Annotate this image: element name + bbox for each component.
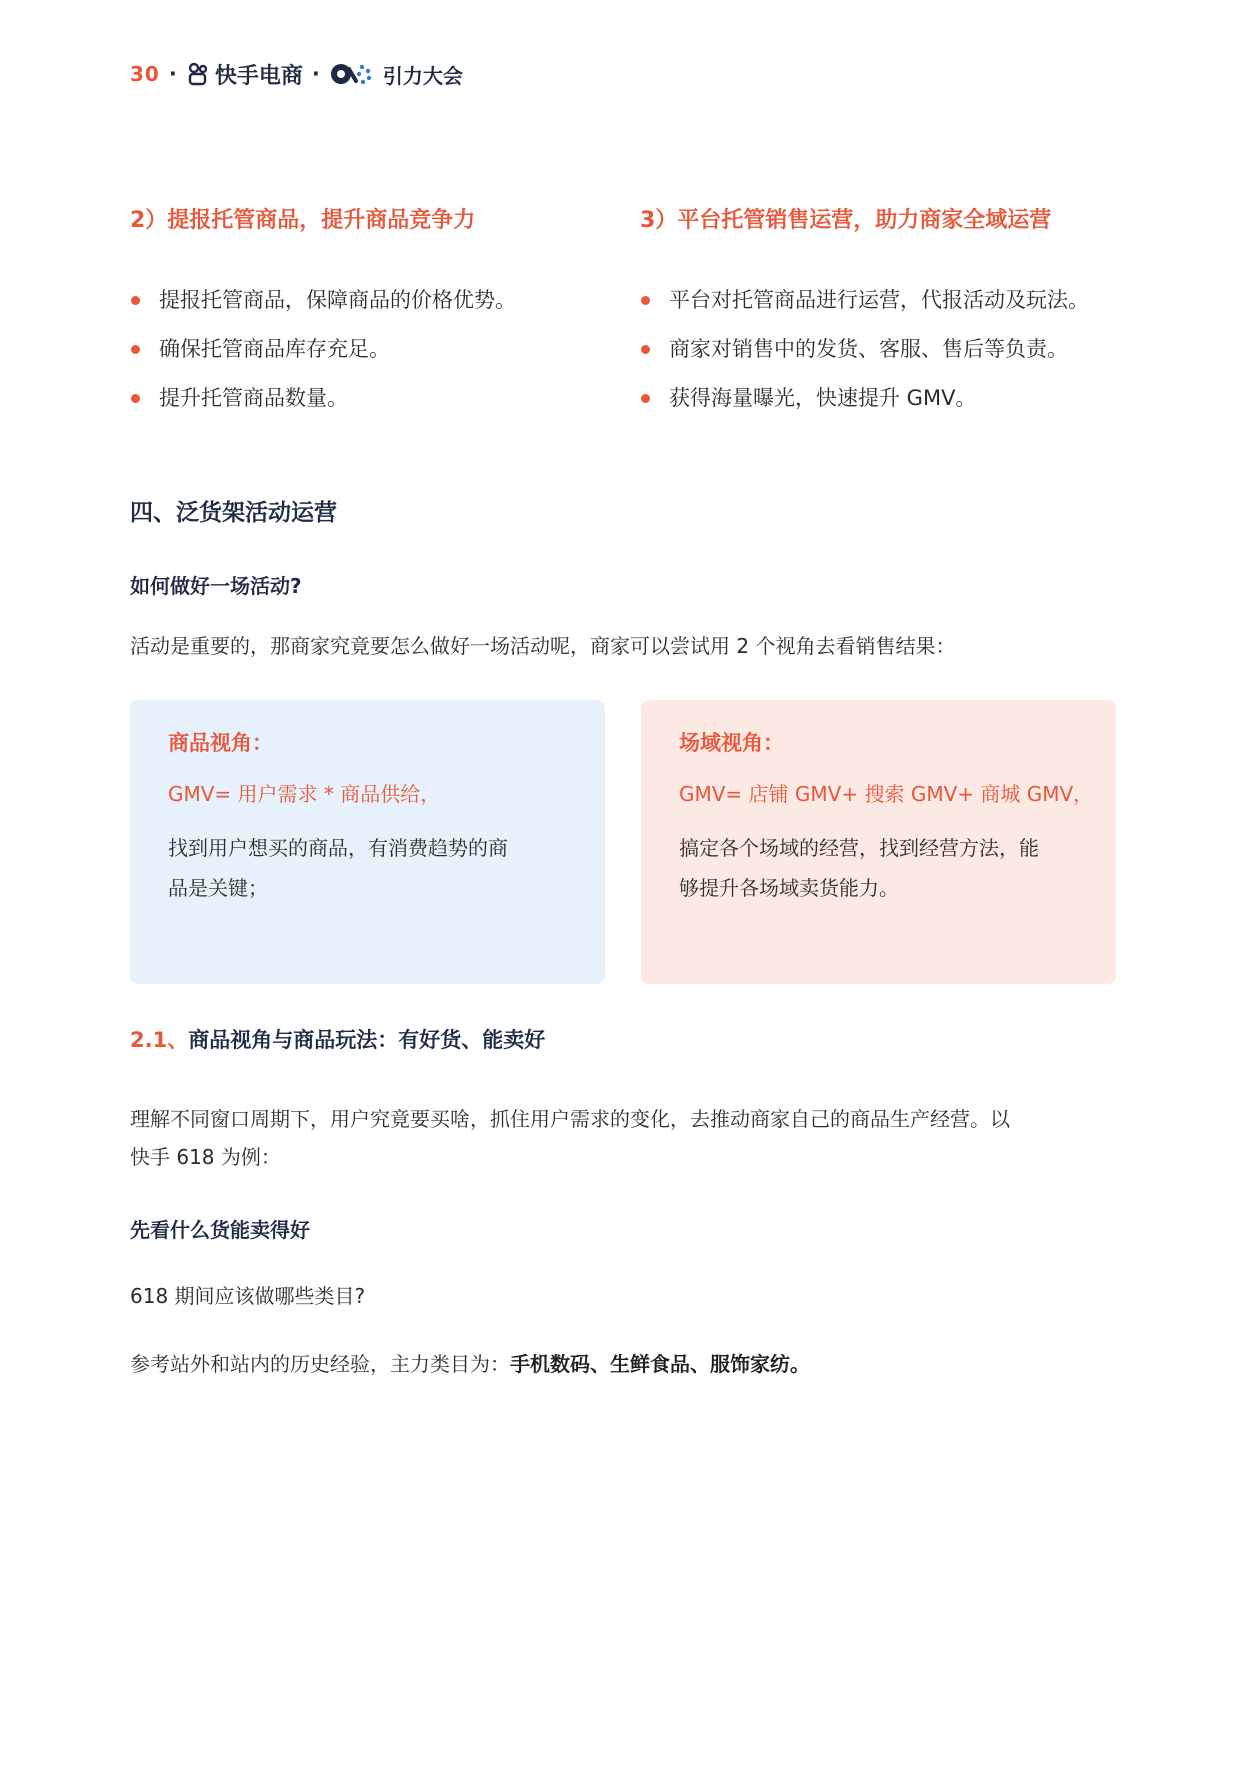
- subsection-title: 商品视角与商品玩法：有好货、能卖好: [188, 1028, 546, 1052]
- card-body-line: 找到用户想买的商品，有消费趋势的商: [168, 836, 508, 860]
- yinli-logo-icon: [329, 61, 377, 87]
- card-body: [679, 828, 1080, 908]
- conclusion-prefix: 参考站外和站内的历史经验，主力类目为：: [130, 1352, 510, 1376]
- bullet-dot: [131, 296, 140, 305]
- left-column-heading: 2）提报托管商品，提升商品竞争力: [130, 208, 476, 233]
- list-item-text: 获得海量曝光，快速提升 GMV。: [669, 386, 977, 410]
- list-item: [640, 374, 1089, 423]
- list-item: [640, 276, 1089, 325]
- header-separator-2: ·: [311, 62, 320, 86]
- section-question: 如何做好一场活动?: [130, 574, 302, 598]
- bullet-dot: [131, 345, 140, 354]
- card-body: [168, 828, 569, 908]
- event-name: 引力大会: [382, 63, 463, 88]
- right-bullet-list: [640, 276, 1089, 423]
- list-item-text: 商家对销售中的发货、客服、售后等负责。: [669, 337, 1068, 361]
- card-body-line: 搞定各个场域的经营，找到经营方法，能: [679, 836, 1039, 860]
- subsection-paragraph: [130, 1100, 1010, 1176]
- bullet-dot: [641, 394, 650, 403]
- right-column-heading: 3）平台托管销售运营，助力商家全域运营: [640, 208, 1052, 233]
- main-categories: 手机数码、生鲜食品、服饰家纺。: [510, 1352, 810, 1376]
- left-bullet-list: [130, 276, 516, 423]
- paragraph-line: 快手 618 为例：: [130, 1145, 281, 1169]
- conclusion-text: [130, 1345, 810, 1383]
- bullet-dot: [131, 394, 140, 403]
- card-title: 商品视角：: [168, 731, 273, 755]
- bullet-dot: [641, 345, 650, 354]
- list-item-text: 确保托管商品库存充足。: [159, 337, 390, 361]
- kuaishou-logo-icon: [186, 62, 210, 86]
- page-number: 30: [130, 62, 160, 86]
- subsection-heading: [130, 1024, 545, 1054]
- bullet-dot: [641, 296, 650, 305]
- list-item: [130, 374, 516, 423]
- list-item: [640, 325, 1089, 374]
- paragraph-line: 理解不同窗口周期下，用户究竟要买啥，抓住用户需求的变化，去推动商家自己的商品生产经营。以: [130, 1107, 1010, 1131]
- page-header: [130, 56, 463, 92]
- bold-subheading: 先看什么货能卖得好: [130, 1218, 310, 1242]
- list-item: [130, 325, 516, 374]
- card-body-line: 够提升各场域卖货能力。: [679, 876, 899, 900]
- list-item-text: 提升托管商品数量。: [159, 386, 348, 410]
- header-separator: ·: [168, 62, 177, 86]
- card-formula: GMV= 店铺 GMV+ 搜索 GMV+ 商城 GMV，: [679, 782, 1094, 806]
- list-item-text: 提报托管商品，保障商品的价格优势。: [159, 288, 516, 312]
- section-title: 四、泛货架活动运营: [130, 500, 337, 526]
- subsection-number: 2.1、: [130, 1028, 189, 1052]
- field-perspective-card: [641, 700, 1116, 984]
- category-question: 618 期间应该做哪些类目?: [130, 1284, 366, 1308]
- card-body-line: 品是关键；: [168, 876, 268, 900]
- card-formula: GMV= 用户需求 * 商品供给，: [168, 782, 441, 806]
- list-item-text: 平台对托管商品进行运营，代报活动及玩法。: [669, 288, 1089, 312]
- card-title: 场域视角：: [679, 731, 784, 755]
- section-intro: 活动是重要的，那商家究竟要怎么做好一场活动呢，商家可以尝试用 2 个视角去看销售结果：: [130, 634, 956, 658]
- product-perspective-card: [130, 700, 605, 984]
- brand-name: 快手电商: [214, 63, 303, 89]
- list-item: [130, 276, 516, 325]
